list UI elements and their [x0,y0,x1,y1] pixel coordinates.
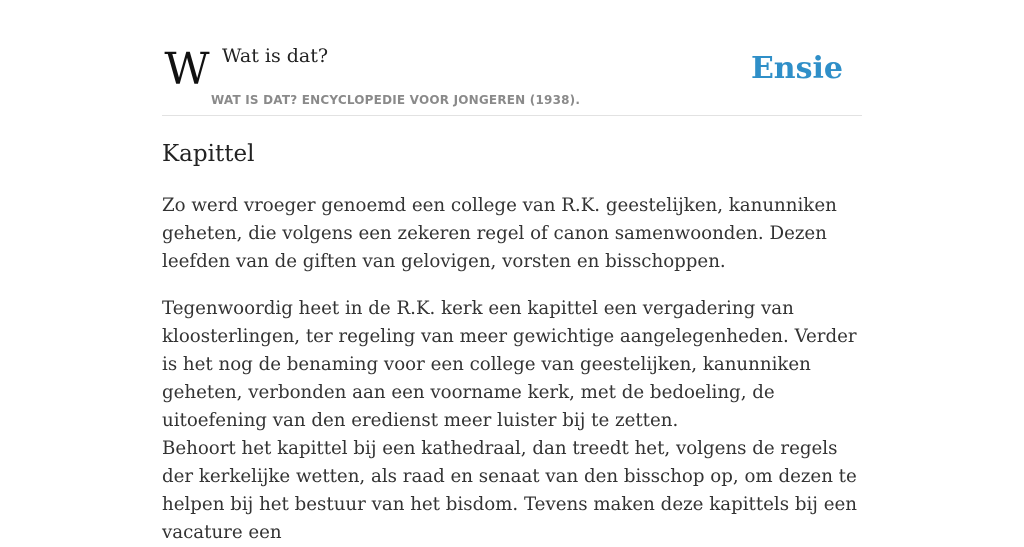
wikipedia-w-icon[interactable] [164,44,210,95]
site-title[interactable]: Wat is dat? [222,45,329,67]
article-paragraph: Tegenwoordig heet in de R.K. kerk een kapittel een vergadering van kloosterlingen, ter regeling van meer gewichtige aangelegenheden. Verder is het nog de benaming voor een college van geestelijken, kanunniken geheten, verbonden aan een voorname kerk, met de bedoeling, de uitoefening van den eredienst meer luister bij te zetten. [162,298,857,431]
brand-logo[interactable]: Ensie [750,51,843,86]
article-paragraph: Behoort het kapittel bij een kathedraal, dan treedt het, volgens de regels der kerkelijke wetten, als raad en senaat van den bisschop op, om dezen te helpen bij het bestuur van het bisdom. Tevens maken deze kapittels bij een vacature een [162,438,857,543]
article-paragraph: Zo werd vroeger genoemd een college van R.K. geestelijken, kanunniken geheten, die volgens een zekeren regel of canon samenwoonden. Dezen leefden van de giften van gelovigen, vorsten en bisschoppen. [162,195,837,272]
header [162,40,862,116]
article [162,138,872,547]
source-caption: WAT IS DAT? ENCYCLOPEDIE VOOR JONGEREN (1938). [211,93,581,107]
article-title: Kapittel [162,141,255,167]
svg-text:W: W [164,44,210,95]
